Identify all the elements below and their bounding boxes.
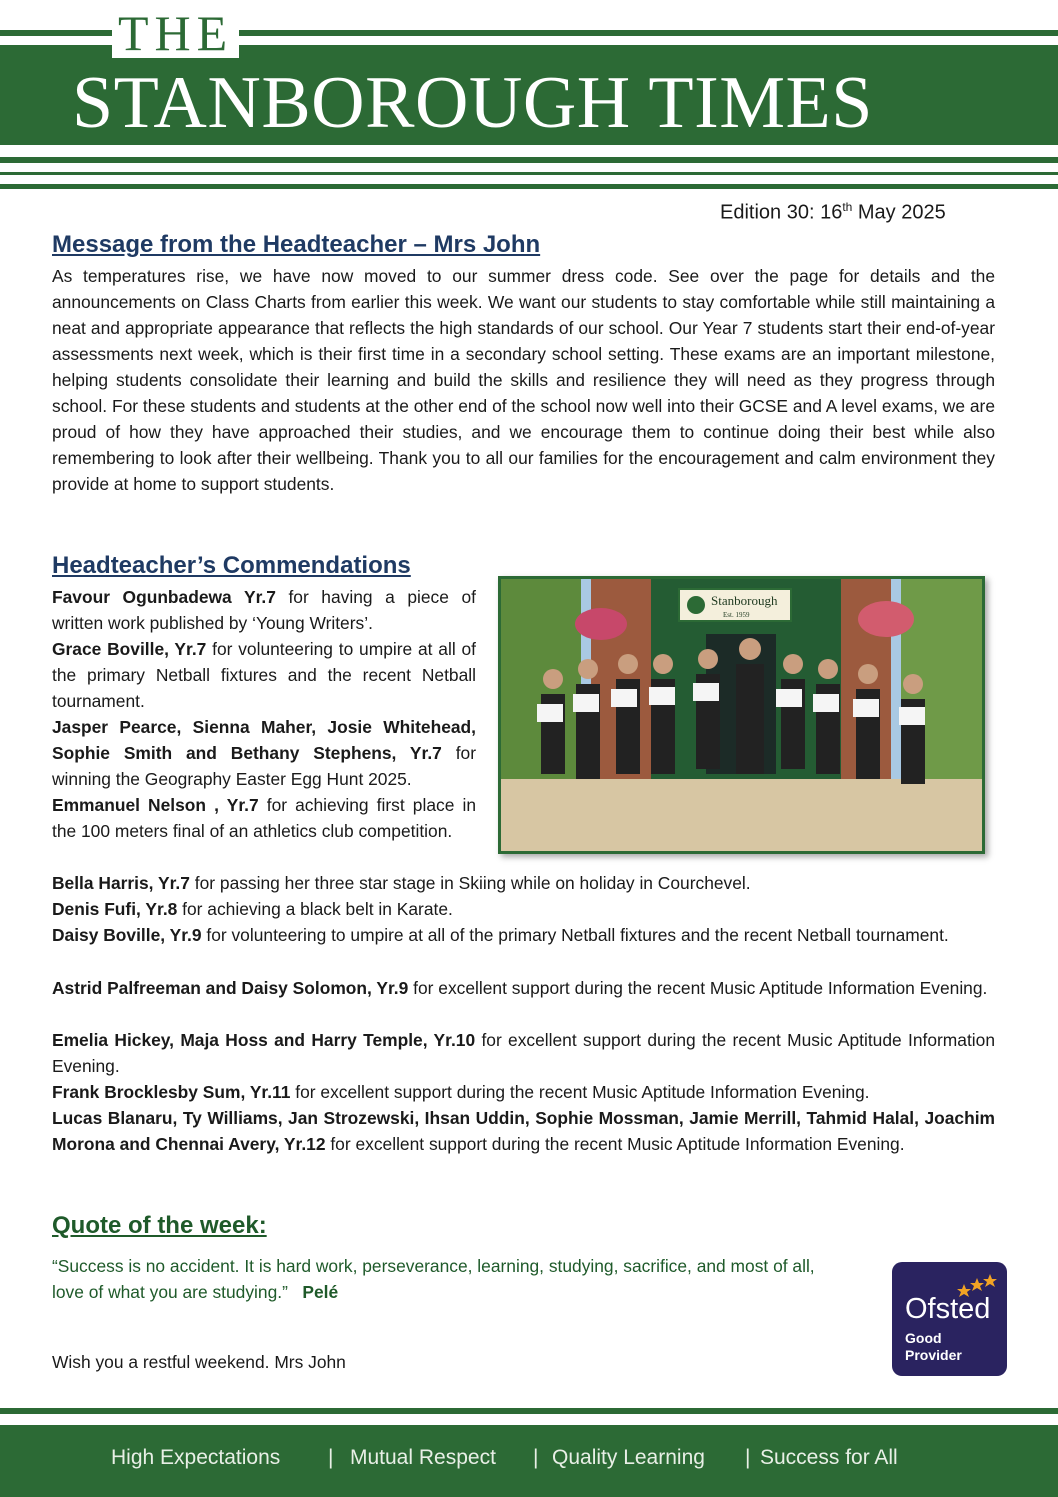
svg-text:Ofsted: Ofsted <box>905 1293 991 1325</box>
masthead-rule-2 <box>0 172 1058 175</box>
masthead-the: THE <box>112 8 239 58</box>
svg-text:Provider: Provider <box>905 1347 962 1363</box>
commendation-item: Denis Fufi, Yr.8 for achieving a black belt in Karate. <box>52 899 453 919</box>
commendation-item: Bella Harris, Yr.7 for passing her three star stage in Skiing while on holiday in Courchevel. <box>52 873 751 893</box>
commendation-item: Emelia Hickey, Maja Hoss and Harry Temple, Yr.10 for excellent support during the recent Music Aptitude Information Evening. <box>52 1030 995 1076</box>
footer-value: Success for All <box>760 1446 898 1469</box>
commendation-item: Jasper Pearce, Sienna Maher, Josie Whitehead, Sophie Smith and Bethany Stephens, Yr.7 for winning the Geography Easter Egg Hunt 2025. <box>52 717 476 789</box>
commendation-item: Favour Ogunbadewa Yr.7 for having a piece of written work published by ‘Young Writers’. <box>52 587 476 633</box>
edition-date: Edition 30: 16th May 2025 <box>720 200 946 224</box>
commendation-item: Daisy Boville, Yr.9 for volunteering to umpire at all of the primary Netball fixtures and the recent Netball tournament. <box>52 925 949 945</box>
masthead-title: STANBOROUGH TIMES <box>72 62 873 144</box>
svg-text:Est. 1959: Est. 1959 <box>723 611 750 619</box>
commendation-item: Lucas Blanaru, Ty Williams, Jan Strozewski, Ihsan Uddin, Sophie Mossman, Jamie Merrill, Tahmid Halal, Joachim Morona and Chennai Avery, Yr.12 for excellent support during the recent Music Aptitude Information Evening. <box>52 1108 995 1154</box>
signoff: Wish you a restful weekend. Mrs John <box>52 1352 346 1372</box>
footer-rule <box>0 1408 1058 1414</box>
ofsted-badge <box>892 1262 1007 1376</box>
message-body: As temperatures rise, we have now moved to our summer dress code. See over the page for details and the announcements on Class Charts from earlier this week. We want our students to stay comfortable while still maintaining a neat and appropriate appearance that reflects the high standards of our school. Our Year 7 students start their end-of-year assessments next week, which is their first time in a secondary school setting. These exams are an important milestone, helping students consolidate their learning and build the skills and resilience they will need as they progress through school. For these students and students at the other end of the school now well into their GCSE and A level exams, we are proud of how they have approached their studies, and we encourage them to continue doing their best while also remembering to look after their wellbeing. Thank you to all our families for the encouragement and calm environment they provide at home to support students. <box>52 266 995 494</box>
svg-text:Good: Good <box>905 1330 942 1346</box>
footer-value: Quality Learning <box>552 1446 705 1469</box>
commendation-item: Grace Boville, Yr.7 for volunteering to umpire at all of the primary Netball fixtures and the recent Netball tournament. <box>52 639 476 711</box>
quote-text: “Success is no accident. It is hard work, perseverance, learning, studying, sacrifice, and most of all, love of what you are studying.” Pelé <box>52 1256 815 1302</box>
footer-separator: | <box>533 1446 539 1469</box>
ofsted-logo <box>892 1262 1007 1376</box>
quote-author: Pelé <box>302 1282 339 1302</box>
message-heading: Message from the Headteacher – Mrs John <box>52 231 541 258</box>
students-photo <box>498 576 985 854</box>
masthead-rule-3 <box>0 184 1058 189</box>
footer-value: Mutual Respect <box>350 1446 496 1469</box>
quote-heading: Quote of the week: <box>52 1212 267 1239</box>
footer-separator: | <box>745 1446 751 1469</box>
footer-band <box>0 1425 1058 1497</box>
commendations-heading: Headteacher’s Commendations <box>52 552 411 579</box>
footer-value: High Expectations <box>111 1446 281 1469</box>
students-photo-illustration <box>501 579 982 851</box>
commendation-item: Frank Brocklesby Sum, Yr.11 for excellent support during the recent Music Aptitude Information Evening. <box>52 1082 870 1102</box>
commendation-item: Astrid Palfreeman and Daisy Solomon, Yr.9 for excellent support during the recent Music Aptitude Information Evening. <box>52 978 988 998</box>
footer-separator: | <box>328 1446 334 1469</box>
masthead-rule-1 <box>0 157 1058 163</box>
svg-text:Stanborough: Stanborough <box>711 593 778 608</box>
commendation-item: Emmanuel Nelson , Yr.7 for achieving first place in the 100 meters final of an athletics club competition. <box>52 795 476 841</box>
